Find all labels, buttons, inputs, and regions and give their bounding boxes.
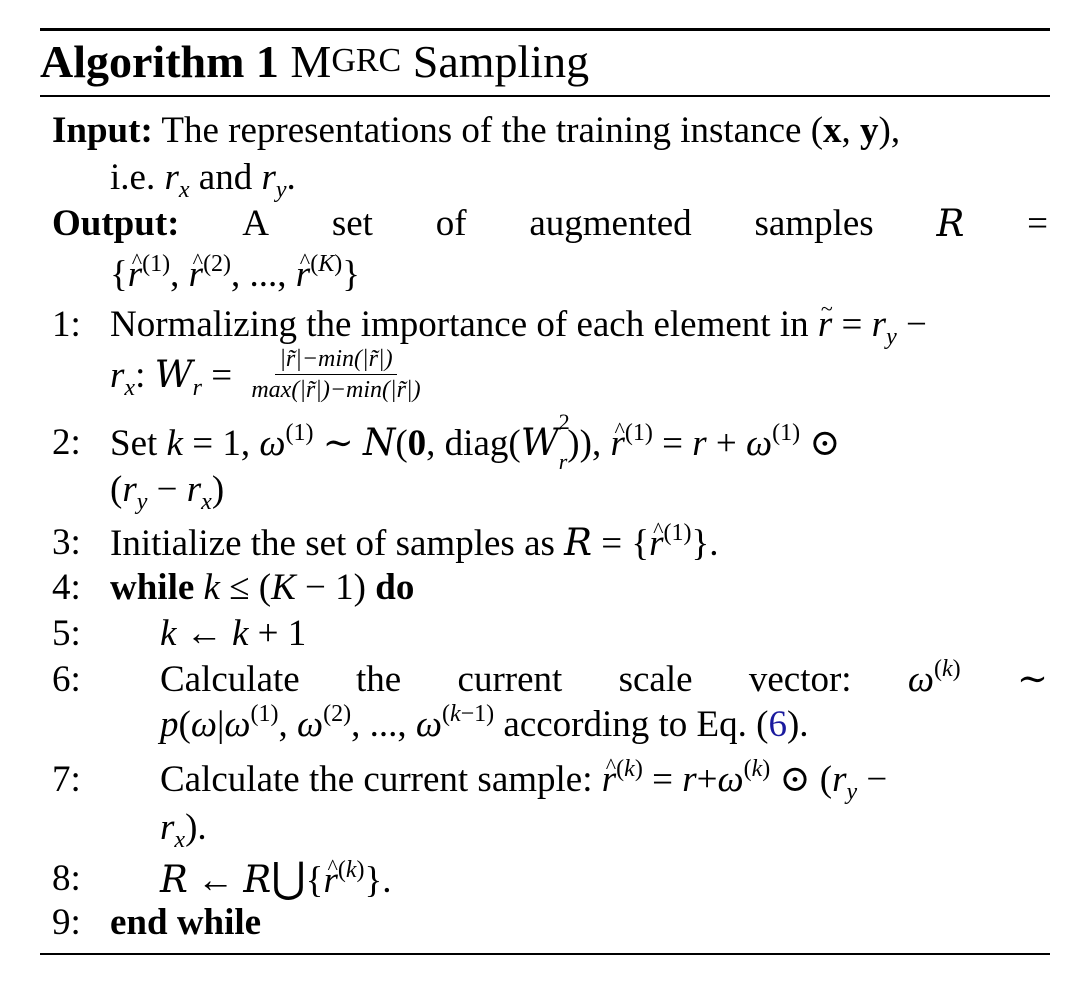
header-rule: [40, 95, 1050, 97]
normalization-fraction: $\frac{|r̃|-\min(|r̃|)}{\max(|r̃|)-\min(|r̃|)}$: [251, 346, 421, 403]
step-6-tail: according to Eq.: [503, 704, 747, 745]
equation-reference-link[interactable]: 6: [768, 704, 787, 745]
step-9-line: [110, 900, 261, 946]
step-2-number: 2:: [52, 422, 81, 463]
step-1-number: 1:: [52, 304, 81, 345]
output-label: Output:: [52, 203, 180, 244]
step-1-text: Normalizing the importance of each element in: [110, 304, 809, 345]
step-4-while: while: [110, 567, 195, 608]
step-6-word-1: Calculate: [160, 659, 300, 700]
output-word-3: augmented: [529, 203, 692, 244]
title-grc: GRC: [331, 42, 402, 79]
step-6-line-2: $p(\omega|\omega^{(1)}$, $\omega^{(2)}$, ..., $\omega^{(k-1)}$ according to Eq. (6).: [160, 701, 809, 745]
step-6-line-1: Calculate the current scale vector: $\omega^{(k)}$ ∼: [160, 657, 1048, 703]
step-1-line-2: $r_x$: $W_r$ = $\frac{|r̃|-\min(|r̃|)}{\max(|r̃|)-\min(|r̃|)}$: [110, 350, 431, 407]
output-line-1: Output: A set of augmented samples R =: [52, 202, 1048, 245]
bottom-rule: [40, 953, 1050, 955]
input-ie: i.e.: [110, 157, 156, 198]
step-6-word-5: vector:: [748, 659, 852, 700]
step-4-line: while k ≤ (K − 1) do: [110, 567, 415, 608]
step-8-line: R ← R⋃{^ $r^{(k)}$}.: [160, 856, 392, 904]
output-word-4: samples: [754, 203, 874, 244]
step-7-number: 7:: [52, 759, 81, 800]
output-word-0: A: [242, 203, 270, 244]
input-line-1: [52, 108, 900, 154]
algorithm-label: Algorithm 1: [40, 35, 279, 87]
step-2-line-1: Set k = 1, $\omega^{(1)}$ ∼ N(0, diag(W 2 r)), ^ $r^{(1)} = r + \omega^{(1)}$ ⊙: [110, 420, 840, 470]
input-math: (x, y),: [810, 110, 901, 151]
step-2-text: Set: [110, 423, 158, 464]
step-8-number: 8:: [52, 858, 81, 899]
title-sampling: Sampling: [412, 35, 590, 87]
step-3-number: 3:: [52, 522, 81, 563]
output-word-1: set: [331, 203, 373, 244]
step-6-word-3: current: [457, 659, 563, 700]
title-m: M: [290, 35, 332, 87]
input-label: Input:: [52, 110, 153, 151]
input-and: and: [198, 157, 253, 198]
step-9-end-while: end while: [110, 902, 262, 943]
input-line-2: i.e. $r_x$ and $r_y$.: [110, 157, 296, 203]
step-4-do: do: [375, 567, 415, 608]
step-3-text: Initialize the set of samples as: [110, 523, 555, 564]
output-line-2: {^ $r^{(1)}$, ^ $r^{(2)}$, ..., ^ $r^{(K)}$}: [110, 252, 360, 298]
step-9-number: 9:: [52, 902, 81, 943]
step-6-number: 6:: [52, 659, 81, 700]
step-7-line-1: Calculate the current sample: ^ $r^{(k)} = r+\omega^{(k)}$ ⊙ ($r_y$ −: [160, 757, 887, 803]
step-6-word-4: scale: [618, 659, 693, 700]
step-7-line-2: $r_x$).: [160, 807, 207, 853]
step-5-line: k ← k + 1: [160, 613, 307, 654]
step-7-text: Calculate the current sample:: [160, 759, 593, 800]
algorithm-header: [40, 30, 589, 92]
input-text-1: The representations of the training instance: [161, 110, 802, 151]
step-6-word-2: the: [356, 659, 402, 700]
step-3-line: Initialize the set of samples as R = {^ $r^{(1)}$}.: [110, 520, 719, 567]
output-word-2: of: [435, 203, 467, 244]
step-1-line-1: Normalizing the importance of each element in ~ $r = r_y$ −: [110, 302, 927, 348]
step-5-number: 5:: [52, 613, 81, 654]
step-4-number: 4:: [52, 567, 81, 608]
step-2-line-2: $(r_y - r_x)$: [110, 469, 225, 515]
